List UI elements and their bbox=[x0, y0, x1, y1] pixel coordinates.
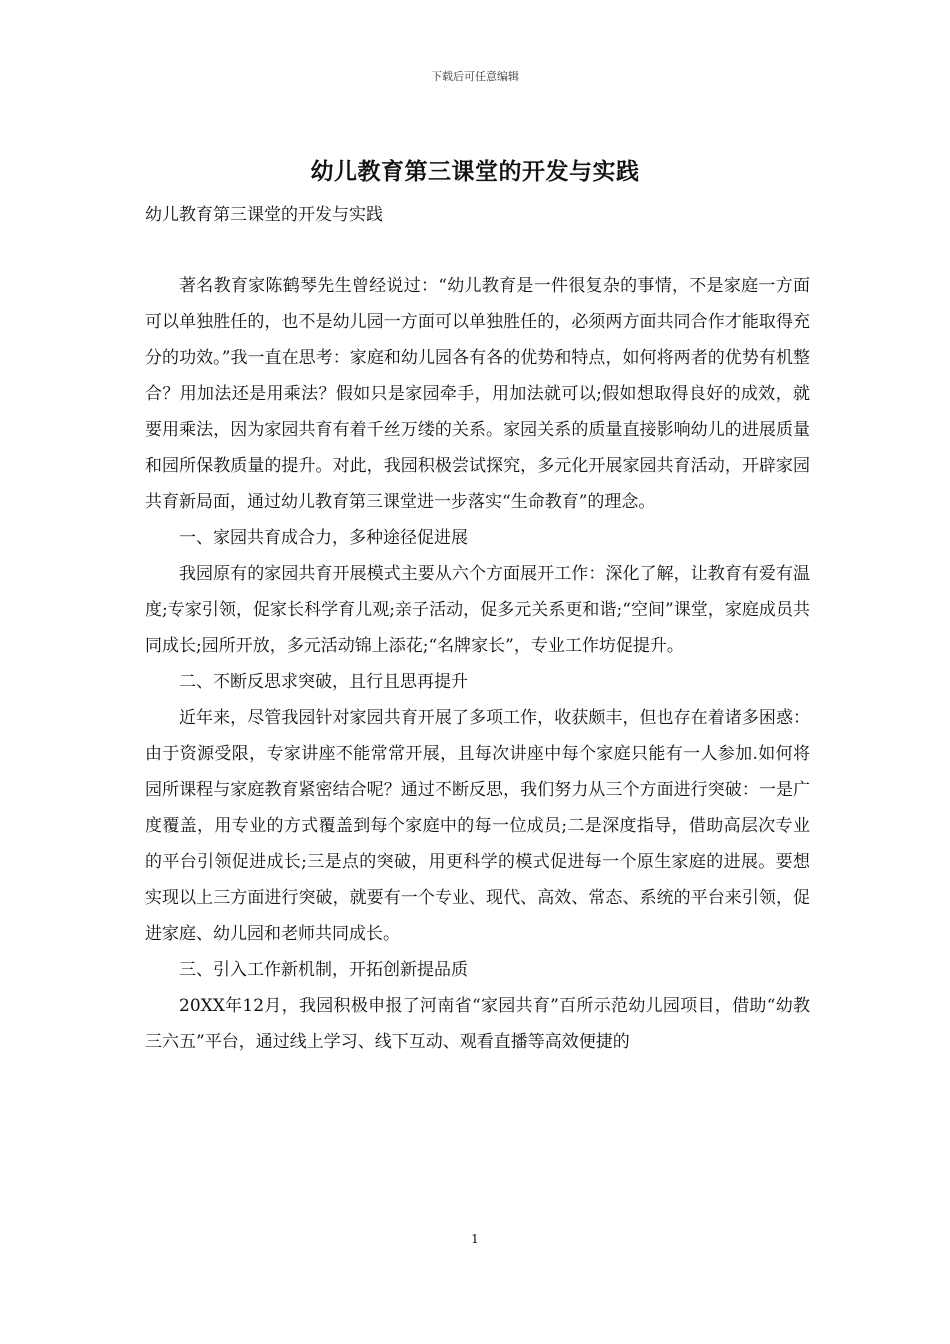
page-number: 1 bbox=[471, 1232, 479, 1246]
section-heading-1: 一、家园共育成合力，多种途径促进展 bbox=[179, 528, 468, 548]
header-note: 下载后可任意编辑 bbox=[431, 70, 519, 83]
document-body bbox=[145, 268, 810, 1060]
document-subtitle: 幼儿教育第三课堂的开发与实践 bbox=[145, 205, 383, 225]
document-title: 幼儿教育第三课堂的开发与实践 bbox=[310, 158, 640, 185]
paragraph-section-2: 近年来，尽管我园针对家园共育开展了多项工作，收获颇丰，但也存在着诸多困惑：由于资源受限，专家讲座不能常常开展，且每次讲座中每个家庭只能有一人参加.如何将园所课程与家庭教育紧密结合呢？通过不断反思，我们努力从三个方面进行突破：一是广度覆盖，用专业的方式覆盖到每个家庭中的每一位成员;二是深度指导，借助高层次专业的平台引领促进成长;三是点的突破，用更科学的模式促进每一个原生家庭的进展。要想实现以上三方面进行突破，就要有一个专业、现代、高效、常态、系统的平台来引领，促进家庭、幼儿园和老师共同成长。 bbox=[145, 708, 810, 944]
paragraph-section-1: 我园原有的家园共育开展模式主要从六个方面展开工作：深化了解，让教育有爱有温度;专家引领，促家长科学育儿观;亲子活动，促多元关系更和谐;“空间”课堂，家庭成员共同成长;园所开放，多元活动锦上添花;“名牌家长”，专业工作坊促提升。 bbox=[145, 564, 810, 656]
paragraph-intro: 著名教育家陈鹤琴先生曾经说过：“幼儿教育是一件很复杂的事情，不是家庭一方面可以单独胜任的，也不是幼儿园一方面可以单独胜任的，必须两方面共同合作才能取得充分的功效。”我一直在思考：家庭和幼儿园各有各的优势和特点，如何将两者的优势有机整合？用加法还是用乘法？假如只是家园牵手，用加法就可以;假如想取得良好的成效，就要用乘法，因为家园共育有着千丝万缕的关系。家园关系的质量直接影响幼儿的进展质量和园所保教质量的提升。对此，我园积极尝试探究，多元化开展家园共育活动，开辟家园共育新局面，通过幼儿教育第三课堂进一步落实“生命教育”的理念。 bbox=[145, 276, 810, 512]
section-heading-2: 二、不断反思求突破，且行且思再提升 bbox=[179, 672, 468, 692]
paragraph-section-3: 20XX年12月，我园积极申报了河南省“家园共育”百所示范幼儿园项目，借助“幼教三六五”平台，通过线上学习、线下互动、观看直播等高效便捷的 bbox=[145, 996, 810, 1052]
section-heading-3: 三、引入工作新机制，开拓创新提品质 bbox=[179, 960, 468, 980]
